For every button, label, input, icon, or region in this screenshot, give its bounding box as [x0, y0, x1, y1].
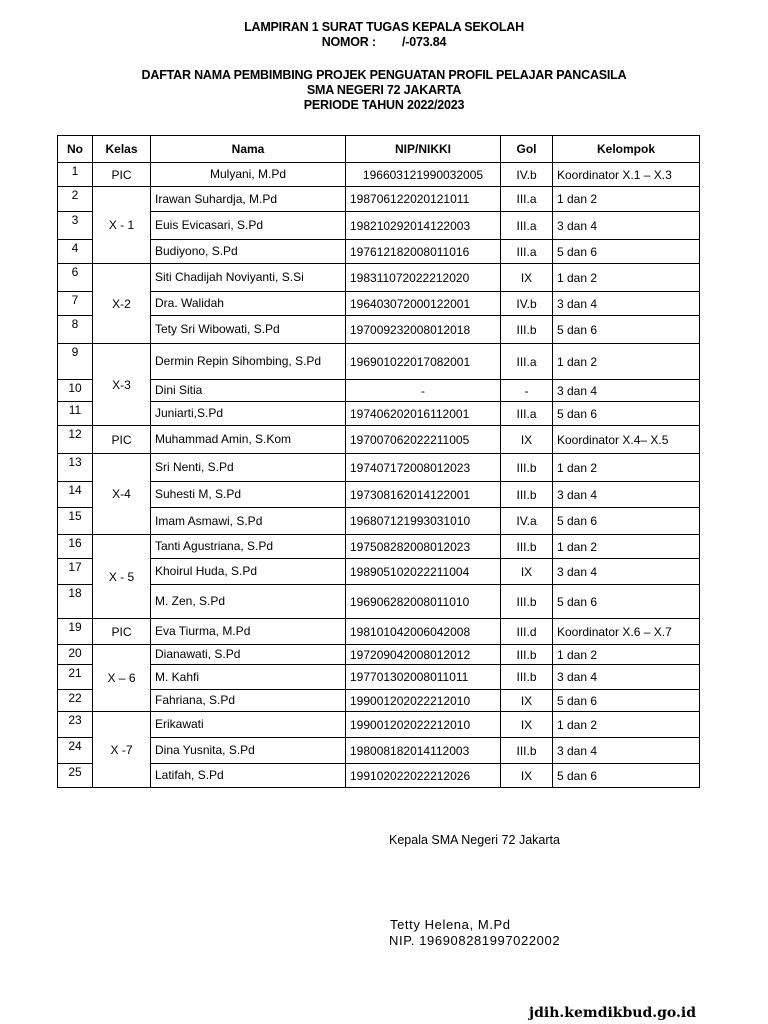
- cell-nama: Eva Tiurma, M.Pd: [151, 619, 346, 645]
- cell-kelompok: 1 dan 2: [553, 712, 700, 738]
- cell-nip: 198008182014112003: [346, 738, 501, 764]
- cell-nip: 197009232008012018: [346, 316, 501, 344]
- table-row: [58, 738, 700, 764]
- cell-gol: III.a: [501, 240, 553, 264]
- cell-nip: 199001202022212010: [346, 712, 501, 738]
- cell-nip: 198210292014122003: [346, 212, 501, 240]
- cell-nip: 197007062022211005: [346, 426, 501, 454]
- cell-gol: IX: [501, 264, 553, 292]
- cell-gol: IX: [501, 764, 553, 788]
- table-row: [58, 482, 700, 508]
- cell-kelompok: Koordinator X.1 – X.3: [553, 163, 700, 187]
- cell-nama: Tety Sri Wibowati, S.Pd: [151, 316, 346, 344]
- cell-kelas: X – 6: [93, 645, 151, 712]
- header-line-1: LAMPIRAN 1 SURAT TUGAS KEPALA SEKOLAH: [244, 20, 524, 34]
- cell-nip: -: [346, 380, 501, 402]
- header-number: NOMOR : /-073.84: [321, 35, 447, 49]
- cell-no: 2: [58, 187, 93, 212]
- cell-kelompok: 3 dan 4: [553, 380, 700, 402]
- cell-no: 13: [58, 454, 93, 482]
- cell-nama: Dermin Repin Sihombing, S.Pd: [151, 344, 346, 380]
- cell-no: 14: [58, 482, 93, 508]
- cell-kelompok: 5 dan 6: [553, 402, 700, 426]
- cell-kelas: X-4: [93, 454, 151, 535]
- cell-no: 23: [58, 712, 93, 738]
- cell-gol: III.b: [501, 665, 553, 690]
- table-header-row: [58, 136, 700, 163]
- cell-kelompok: 3 dan 4: [553, 559, 700, 585]
- table-row: [58, 240, 700, 264]
- column-header-no: No: [58, 136, 93, 163]
- cell-no: 20: [58, 645, 93, 665]
- cell-nip: 198706122020121011: [346, 187, 501, 212]
- column-header-kelas: Kelas: [93, 136, 151, 163]
- cell-kelompok: 5 dan 6: [553, 585, 700, 619]
- cell-gol: III.a: [501, 212, 553, 240]
- cell-nip: 197308162014122001: [346, 482, 501, 508]
- table-row: [58, 344, 700, 380]
- cell-kelompok: 5 dan 6: [553, 316, 700, 344]
- cell-kelompok: 1 dan 2: [553, 645, 700, 665]
- table-row: [58, 316, 700, 344]
- cell-kelompok: 5 dan 6: [553, 508, 700, 535]
- table-row: [58, 163, 700, 187]
- cell-nip: 196403072000122001: [346, 292, 501, 316]
- cell-kelompok: 1 dan 2: [553, 187, 700, 212]
- table-row: [58, 454, 700, 482]
- cell-nama: Dina Yusnita, S.Pd: [151, 738, 346, 764]
- cell-kelompok: 3 dan 4: [553, 482, 700, 508]
- table-row: [58, 292, 700, 316]
- cell-nip: 199001202022212010: [346, 690, 501, 712]
- table-row: [58, 508, 700, 535]
- cell-gol: III.a: [501, 187, 553, 212]
- cell-kelompok: 3 dan 4: [553, 738, 700, 764]
- table-row: [58, 426, 700, 454]
- column-header-kelompok: Kelompok: [553, 136, 700, 163]
- cell-nip: 198101042006042008: [346, 619, 501, 645]
- cell-kelompok: 1 dan 2: [553, 535, 700, 559]
- cell-no: 7: [58, 292, 93, 316]
- column-header-nip: NIP/NIKKI: [346, 136, 501, 163]
- table-row: [58, 402, 700, 426]
- cell-kelompok: 5 dan 6: [553, 690, 700, 712]
- watermark: jdih.kemdikbud.go.id: [529, 1005, 696, 1021]
- cell-gol: IV.b: [501, 292, 553, 316]
- cell-nama: Dra. Walidah: [151, 292, 346, 316]
- cell-nip: 197209042008012012: [346, 645, 501, 665]
- cell-nip: 197407172008012023: [346, 454, 501, 482]
- cell-no: 21: [58, 665, 93, 690]
- cell-nip: 199102022022212026: [346, 764, 501, 788]
- cell-kelas: X -7: [93, 712, 151, 788]
- cell-nama: Dianawati, S.Pd: [151, 645, 346, 665]
- cell-nama: M. Kahfi: [151, 665, 346, 690]
- cell-gol: III.b: [501, 454, 553, 482]
- school-name: SMA NEGERI 72 JAKARTA: [306, 83, 462, 97]
- cell-nip: 197612182008011016: [346, 240, 501, 264]
- cell-no: 22: [58, 690, 93, 712]
- cell-kelompok: 5 dan 6: [553, 240, 700, 264]
- cell-nama: M. Zen, S.Pd: [151, 585, 346, 619]
- cell-kelas: X - 1: [93, 187, 151, 264]
- cell-nip: 196901022017082001: [346, 344, 501, 380]
- cell-gol: III.a: [501, 402, 553, 426]
- cell-no: 16: [58, 535, 93, 559]
- cell-nama: Muhammad Amin, S.Kom: [151, 426, 346, 454]
- cell-no: 17: [58, 559, 93, 585]
- cell-nama: Latifah, S.Pd: [151, 764, 346, 788]
- table-row: [58, 645, 700, 665]
- cell-gol: -: [501, 380, 553, 402]
- cell-no: 25: [58, 764, 93, 788]
- cell-nama: Imam Asmawi, S.Pd: [151, 508, 346, 535]
- cell-gol: IV.a: [501, 508, 553, 535]
- cell-nama: Siti Chadijah Noviyanti, S.Si: [151, 264, 346, 292]
- cell-nama: Irawan Suhardja, M.Pd: [151, 187, 346, 212]
- cell-nip: 197701302008011011: [346, 665, 501, 690]
- cell-nama: Euis Evicasari, S.Pd: [151, 212, 346, 240]
- table-row: [58, 380, 700, 402]
- cell-no: 4: [58, 240, 93, 264]
- cell-nama: Fahriana, S.Pd: [151, 690, 346, 712]
- cell-gol: III.a: [501, 344, 553, 380]
- signature-title: Kepala SMA Negeri 72 Jakarta: [389, 833, 560, 847]
- cell-kelas: PIC: [93, 619, 151, 645]
- supervisor-table: [57, 135, 700, 788]
- cell-nip: 196603121990032005: [346, 163, 501, 187]
- cell-kelas: PIC: [93, 163, 151, 187]
- cell-no: 12: [58, 426, 93, 454]
- cell-kelas: X-2: [93, 264, 151, 344]
- cell-gol: III.b: [501, 738, 553, 764]
- table-row: [58, 212, 700, 240]
- cell-gol: IX: [501, 712, 553, 738]
- period: PERIODE TAHUN 2022/2023: [303, 98, 465, 112]
- cell-no: 9: [58, 344, 93, 380]
- cell-nip: 196807121993031010: [346, 508, 501, 535]
- cell-nama: Budiyono, S.Pd: [151, 240, 346, 264]
- cell-no: 15: [58, 508, 93, 535]
- table-row: [58, 187, 700, 212]
- cell-kelompok: 1 dan 2: [553, 344, 700, 380]
- cell-kelas: X-3: [93, 344, 151, 426]
- cell-nama: Dini Sitia: [151, 380, 346, 402]
- table-row: [58, 712, 700, 738]
- signatory-nip: NIP. 196908281997022002: [389, 933, 561, 948]
- cell-kelompok: 1 dan 2: [553, 264, 700, 292]
- cell-no: 24: [58, 738, 93, 764]
- cell-no: 18: [58, 585, 93, 619]
- signatory-name: Tetty Helena, M.Pd: [390, 917, 511, 932]
- cell-gol: III.d: [501, 619, 553, 645]
- cell-nip: 198905102022211004: [346, 559, 501, 585]
- cell-gol: IX: [501, 690, 553, 712]
- cell-kelompok: 1 dan 2: [553, 454, 700, 482]
- cell-no: 6: [58, 264, 93, 292]
- cell-nip: 198311072022212020: [346, 264, 501, 292]
- cell-kelompok: Koordinator X.4– X.5: [553, 426, 700, 454]
- cell-gol: IX: [501, 559, 553, 585]
- cell-no: 8: [58, 316, 93, 344]
- cell-kelompok: 3 dan 4: [553, 665, 700, 690]
- cell-nip: 197406202016112001: [346, 402, 501, 426]
- cell-gol: IV.b: [501, 163, 553, 187]
- cell-nama: Sri Nenti, S.Pd: [151, 454, 346, 482]
- table-row: [58, 690, 700, 712]
- cell-kelas: X - 5: [93, 535, 151, 619]
- column-header-nama: Nama: [151, 136, 346, 163]
- cell-no: 10: [58, 380, 93, 402]
- cell-nip: 197508282008012023: [346, 535, 501, 559]
- cell-nama: Suhesti M, S.Pd: [151, 482, 346, 508]
- cell-kelompok: 3 dan 4: [553, 212, 700, 240]
- cell-nama: Juniarti,S.Pd: [151, 402, 346, 426]
- document-title: DAFTAR NAMA PEMBIMBING PROJEK PENGUATAN PROFIL PELAJAR PANCASILA: [141, 68, 627, 82]
- cell-gol: III.b: [501, 585, 553, 619]
- table-row: [58, 264, 700, 292]
- cell-gol: III.b: [501, 535, 553, 559]
- table-row: [58, 585, 700, 619]
- cell-gol: III.b: [501, 645, 553, 665]
- cell-nama: Erikawati: [151, 712, 346, 738]
- cell-kelompok: Koordinator X.6 – X.7: [553, 619, 700, 645]
- table-row: [58, 619, 700, 645]
- cell-nama: Khoirul Huda, S.Pd: [151, 559, 346, 585]
- cell-no: 19: [58, 619, 93, 645]
- table-row: [58, 764, 700, 788]
- cell-nama: Tanti Agustriana, S.Pd: [151, 535, 346, 559]
- table-row: [58, 665, 700, 690]
- cell-gol: III.b: [501, 482, 553, 508]
- table-row: [58, 559, 700, 585]
- cell-nip: 196906282008011010: [346, 585, 501, 619]
- cell-no: 3: [58, 212, 93, 240]
- cell-kelompok: 5 dan 6: [553, 764, 700, 788]
- cell-kelas: PIC: [93, 426, 151, 454]
- cell-gol: IX: [501, 426, 553, 454]
- cell-gol: III.b: [501, 316, 553, 344]
- cell-kelompok: 3 dan 4: [553, 292, 700, 316]
- table-row: [58, 535, 700, 559]
- cell-nama: Mulyani, M.Pd: [151, 163, 346, 187]
- column-header-gol: Gol: [501, 136, 553, 163]
- cell-no: 11: [58, 402, 93, 426]
- cell-no: 1: [58, 163, 93, 187]
